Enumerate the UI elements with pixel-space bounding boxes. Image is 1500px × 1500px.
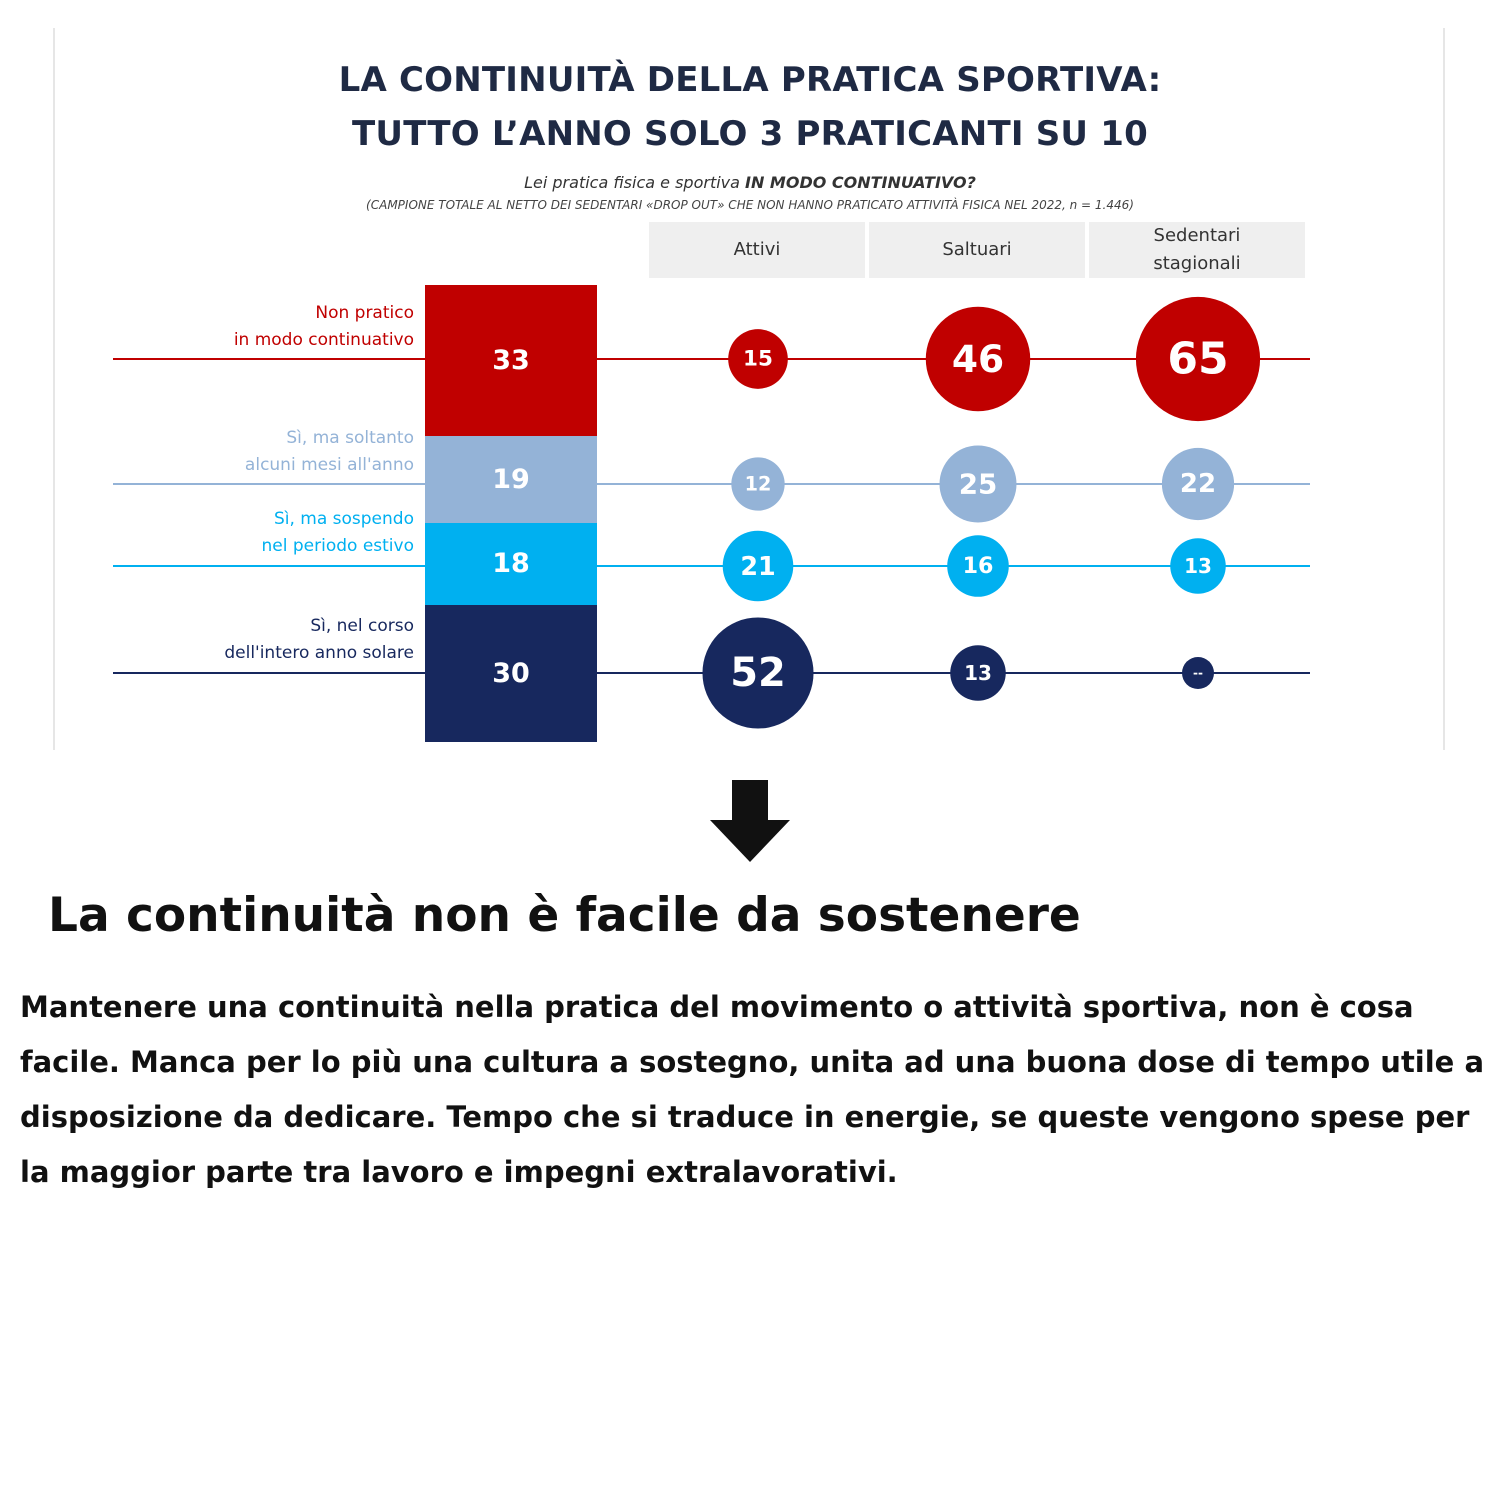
bubble-label-r2-c2: 13: [1184, 554, 1212, 578]
row-label-intero-anno: Sì, nel corso dell'intero anno solare: [224, 616, 414, 663]
bubble-label-r0-c1: 46: [951, 337, 1005, 381]
subtitle-bold: IN MODO CONTINUATIVO?: [745, 173, 976, 192]
bubble-label-r3-c0: 52: [730, 650, 786, 696]
chart-subtitle: [0, 173, 1500, 192]
column-header-saltuari: Saltuari: [869, 222, 1085, 278]
stacked-bar-segment-alcuni-mesi: 19: [425, 436, 597, 523]
chart-sample-note: (CAMPIONE TOTALE AL NETTO DEI SEDENTARI «DROP OUT» CHE NON HANNO PRATICATO ATTIVITÀ FISICA NEL 2022, n = 1.446): [366, 198, 1134, 212]
bubble-label-r1-c0: 12: [744, 472, 772, 496]
bubble-label-r2-c0: 21: [740, 551, 776, 581]
bubble-label-r1-c2: 22: [1179, 469, 1217, 499]
row-label-non-pratico: Non pratico in modo continuativo: [233, 303, 414, 350]
subtitle-plain: Lei pratica fisica e sportiva: [524, 173, 746, 192]
row-label-alcuni-mesi: Sì, ma soltanto alcuni mesi all'anno: [244, 428, 414, 475]
chart-title-line1: LA CONTINUITÀ DELLA PRATICA SPORTIVA:: [338, 60, 1162, 100]
bubble-label-r3-c1: 13: [964, 661, 992, 685]
bubble-label-r0-c2: 65: [1167, 333, 1229, 385]
stacked-bar-segment-non-pratico: 33: [425, 285, 597, 436]
row-label-sospendo-estivo: Sì, ma sospendo nel periodo estivo: [261, 509, 414, 556]
arrow-down-icon: [710, 780, 790, 862]
stacked-bar-segment-intero-anno: 30: [425, 605, 597, 742]
section-body-text: Mantenere una continuità nella pratica del movimento o attività sportiva, non è cosa facile. Manca per lo più una cultura a sostegno, unita ad una buona dose di tempo utile a disposizione da dedicare. Tempo che si traduce in energie, se queste vengono spese per la maggior parte tra lavoro e impegni extralavorativi.: [20, 990, 1485, 1189]
bubble-label-r2-c1: 16: [962, 553, 994, 579]
column-header-attivi: Attivi: [649, 222, 865, 278]
section-heading: La continuità non è facile da sostenere: [48, 888, 1081, 943]
stacked-bar-segment-sospendo-estivo: 18: [425, 523, 597, 605]
chart-title-line2: TUTTO L’ANNO SOLO 3 PRATICANTI SU 10: [352, 114, 1148, 154]
bubble-label-r1-c1: 25: [958, 467, 998, 501]
column-header-sedentari-stagionali: Sedentari stagionali: [1089, 222, 1305, 278]
bubble-label-r3-c2: --: [1193, 666, 1203, 680]
bubble-label-r0-c0: 15: [743, 346, 773, 372]
